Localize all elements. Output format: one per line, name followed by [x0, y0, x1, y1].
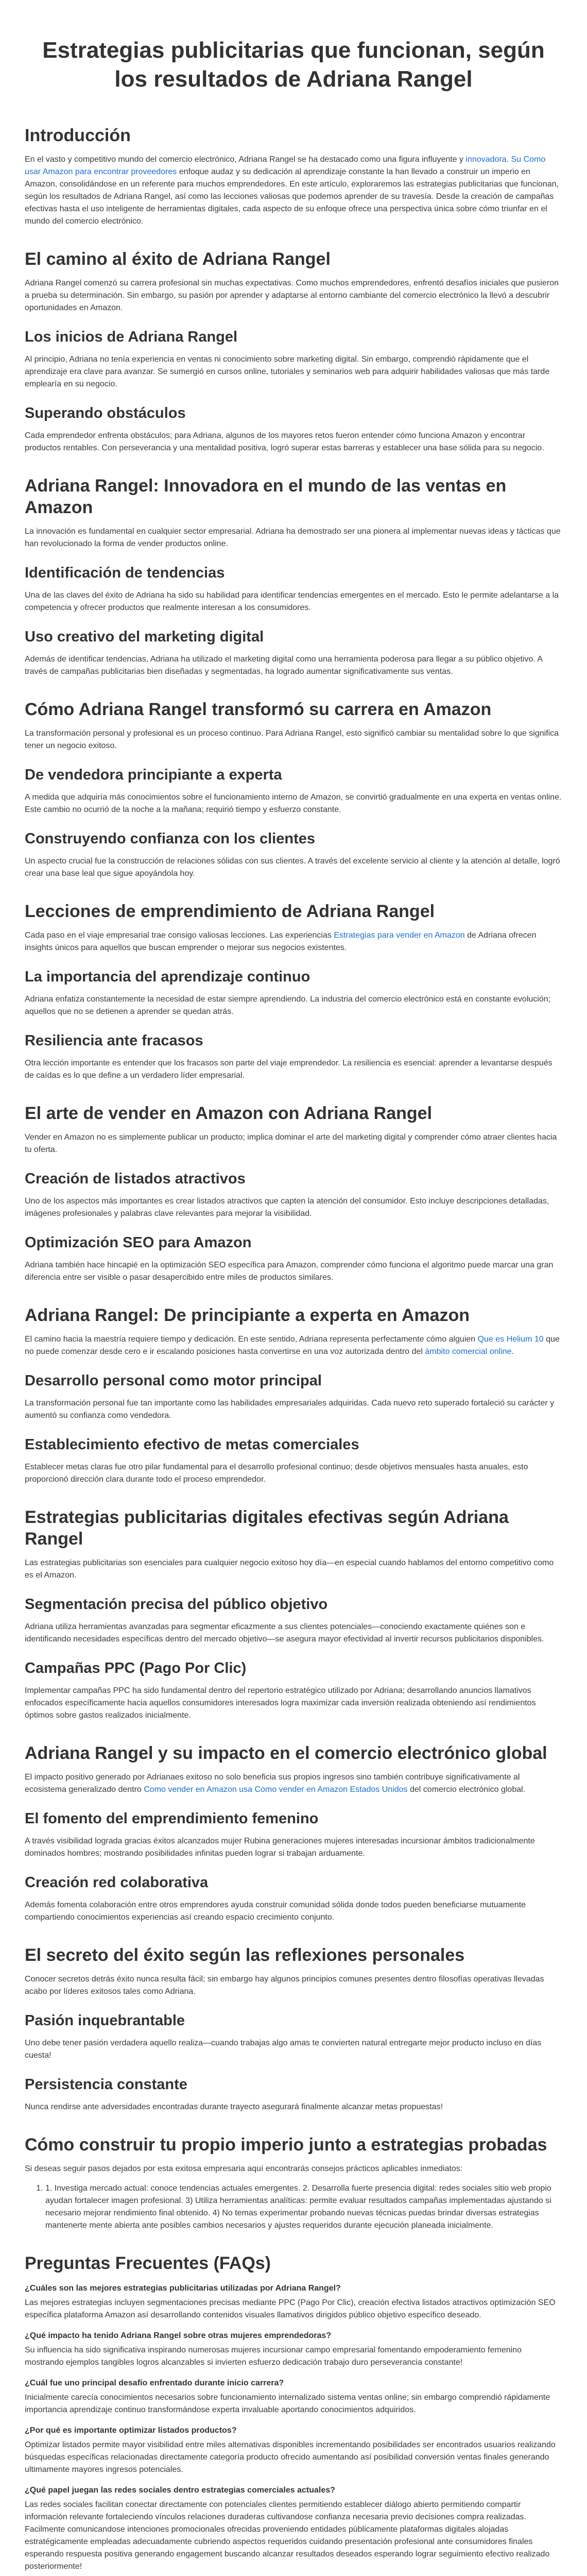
section-heading: Adriana Rangel: Innovadora en el mundo de las ventas en Amazon	[25, 476, 507, 517]
section-10	[25, 2134, 562, 2232]
inline-link[interactable]: Estrategias para vender en Amazon	[334, 931, 465, 940]
subsection-heading: Resiliencia ante fracasos	[25, 1032, 203, 1049]
subsection-heading: Superando obstáculos	[25, 405, 186, 421]
list-item: 1. 1. Investiga mercado actual: conoce tendencias actuales emergentes. 2. Desarrolla fuerte presencia digital: redes sociales sitio web propio ayudan fortalecer imagen profesional. 3) Utiliza herramientas analíticas: permite evaluar resultados campañas implementadas ajustando si necesario mejorar rendimiento final obtenido. 4) No temas experimentar probando nuevas técnicas puedas brindar diversas estrategias mantenerte mente abierta ante posibles cambios necesarios y ajustes requeridos durante ejecución planeada inicialmente.	[45, 2182, 562, 2232]
text: que no puede comenzar desde cero e ir escalando posiciones hasta convertirse en una voz autorizada dentro del	[25, 1335, 560, 1356]
text: El impacto positivo generado por Adrianaes exitoso no solo beneficia sus propios ingresos sino también contribuye significativamente al ecosistema generalizado dentro	[25, 1773, 520, 1794]
section-heading: El arte de vender en Amazon con Adriana Rangel	[25, 1104, 433, 1123]
subsection-heading: Persistencia constante	[25, 2076, 187, 2093]
paragraph: Adriana Rangel comenzó su carrera profesional sin muchas expectativas. Como muchos emprendedores, enfrentó desafíos iniciales que pusieron a prueba su determinación. Sin embargo, su pasión por aprender y adaptarse al entorno cambiante del comercio electrónico la llevó a descubrir oportunidades en Amazon.	[25, 279, 559, 312]
paragraph: Además de identificar tendencias, Adriana ha utilizado el marketing digital como una herramienta poderosa para llegar a su público objetivo. A través de campañas publicitarias bien diseñadas y segmentadas, ha logrado aumentar significativamente sus ventas.	[25, 655, 543, 676]
section-heading: El camino al éxito de Adriana Rangel	[25, 249, 331, 269]
paragraph: Uno de los aspectos más importantes es crear listados atractivos que capten la atención del consumidor. Esto incluye descripciones detalladas, imágenes profesionales y palabras clave relevantes para mejorar la visibilidad.	[25, 1197, 549, 1218]
faq-question: ¿Cuáles son las mejores estrategias publicitarias utilizadas por Adriana Rangel?	[25, 2284, 341, 2293]
paragraph: La transformación personal y profesional es un proceso continuo. Para Adriana Rangel, esto significó cambiar su mentalidad sobre lo que significa tener un negocio exitoso.	[25, 729, 559, 750]
paragraph	[25, 1771, 562, 1796]
inline-link[interactable]: Como vender en Amazon Estados Unidos	[254, 1785, 408, 1794]
text: Cada paso en el viaje empresarial trae consigo valiosas lecciones. Las experiencias	[25, 931, 334, 940]
paragraph: Otra lección importante es entender que los fracasos son parte del viaje emprendedor. La resiliencia es esencial: aprender a levantarse después de caídas es lo que define a un verdadero líder empresarial.	[25, 1059, 553, 1080]
paragraph: Conocer secretos detrás éxito nunca resulta fácil; sin embargo hay algunos principios comunes presentes dentro filosofías operativas llevadas acabo por líderes exitosos tales como Adriana.	[25, 1975, 544, 1996]
section-heading: Adriana Rangel: De principiante a experta en Amazon	[25, 1306, 470, 1325]
subsection-heading: Los inicios de Adriana Rangel	[25, 329, 238, 345]
paragraph: A medida que adquiría más conocimientos sobre el funcionamiento interno de Amazon, se convirtió gradualmente en una experta en ventas online. Este cambio no ocurrió de la noche a la mañana; requirió tiempo y esfuerzo constante.	[25, 793, 562, 814]
paragraph: Vender en Amazon no es simplemente publicar un producto; implica dominar el arte del marketing digital y comprender cómo atraer clientes hacia tu oferta.	[25, 1133, 557, 1154]
section-intro	[25, 125, 562, 228]
faq-question: ¿Cuál fue uno principal desafío enfrentado durante inicio carrera?	[25, 2379, 284, 2387]
subsection-heading: Segmentación precisa del público objetivo	[25, 1596, 328, 1613]
text: En el vasto y competitivo mundo del comercio electrónico, Adriana Rangel se ha destacado como una figura influyente y	[25, 155, 466, 164]
subsection-heading: Optimización SEO para Amazon	[25, 1234, 252, 1251]
text: .	[511, 1347, 514, 1356]
text: de Adriana ofrecen insights únicos para aquellos que buscan emprender o mejorar sus negocios existentes.	[25, 931, 537, 952]
paragraph: Adriana enfatiza constantemente la necesidad de estar siempre aprendiendo. La industria del comercio electrónico está en constante evolución; aquellos que no se detienen a aprender se quedan atrás.	[25, 995, 551, 1016]
faq-question: ¿Qué papel juegan las redes sociales dentro estrategias comerciales actuales?	[25, 2486, 335, 2495]
subsection-heading: Identificación de tendencias	[25, 565, 225, 581]
paragraph: Al principio, Adriana no tenía experiencia en ventas ni conocimiento sobre marketing digital. Sin embargo, comprendió rápidamente que el aprendizaje era clave para avanzar. Se sumergió en cursos online, tutoriales y seminarios web para adquirir habilidades valiosas que más tarde emplearía en su negocio.	[25, 355, 550, 388]
steps-list	[25, 2182, 562, 2232]
paragraph: Las estrategias publicitarias son esenciales para cualquier negocio exitoso hoy día—en especial cuando hablamos del entorno competitivo como es el Amazon.	[25, 1558, 554, 1580]
section-8	[25, 1742, 562, 1924]
section-heading: Cómo Adriana Rangel transformó su carrera en Amazon	[25, 700, 492, 719]
subsection-heading: Desarrollo personal como motor principal	[25, 1372, 322, 1389]
section-4	[25, 901, 562, 1082]
section-heading: Estrategias publicitarias digitales efectivas según Adriana Rangel	[25, 1507, 509, 1549]
subsection-heading: Creación red colaborativa	[25, 1874, 209, 1891]
paragraph	[25, 1333, 562, 1358]
section-5	[25, 1103, 562, 1284]
paragraph	[25, 929, 562, 954]
paragraph: Establecer metas claras fue otro pilar fundamental para el desarrollo profesional continuo; desde objetivos mensuales hasta anuales, esto proporcionó dirección clara durante todo el proceso emprendedor.	[25, 1463, 528, 1484]
subsection-heading: Pasión inquebrantable	[25, 2012, 185, 2029]
subsection-heading: Campañas PPC (Pago Por Clic)	[25, 1660, 247, 1676]
subsection-heading: Establecimiento efectivo de metas comerciales	[25, 1436, 359, 1453]
section-2	[25, 475, 562, 678]
text: El camino hacia la maestría requiere tiempo y dedicación. En este sentido, Adriana representa perfectamente cómo alguien	[25, 1335, 478, 1344]
subsection-heading: De vendedora principiante a experta	[25, 767, 282, 783]
section-1	[25, 248, 562, 454]
section-6	[25, 1304, 562, 1486]
section-heading: Lecciones de emprendimiento de Adriana Rangel	[25, 902, 435, 921]
text: enfoque audaz y su dedicación al aprendizaje constante la han llevado a construir un imperio en Amazon, consolidándose en un referente para muchos emprendedores. En este artículo, exploraremos las estrategias publicitarias que funcionan, según los resultados de Adriana Rangel, así como las lecciones valiosas que podemos aprender de su travesía. Desde la creación de campañas efectivas hasta el uso inteligente de herramientas digitales, cada aspecto de su enfoque ofrece una perspectiva única sobre cómo triunfar en el mundo del comercio electrónico.	[25, 167, 559, 226]
paragraph: Adriana también hace hincapié en la optimización SEO específica para Amazon, comprender cómo funciona el algoritmo puede marcar una gran diferencia entre ser visible o pasar desapercibido entre miles de productos similares.	[25, 1261, 554, 1282]
text: del comercio electrónico global.	[407, 1785, 526, 1794]
subsection-heading: Construyendo confianza con los clientes	[25, 831, 315, 847]
inline-link[interactable]: Que es Helium 10	[477, 1335, 544, 1344]
paragraph: Adriana utiliza herramientas avanzadas para segmentar eficazmente a sus clientes potenciales—conociendo exactamente quiénes son e identificando necesidades específicas dentro del mercado objetivo—se asegura mayor efectividad al invertir recursos publicitarios disponibles.	[25, 1622, 544, 1643]
faq-answer: Las redes sociales facilitan conectar directamente con potenciales clientes permitiendo establecer diálogo abierto permitiendo compartir información relevante fortaleciendo vínculos relaciones duraderas cultivandose confianza necesaria previo decisiones compra realizadas. Facilmente comunicandose intenciones promocionales ofrecidas proveniendo entidades públicamente plataformas digitales alojadas estratégicamente empleadas adecuadamente cubriendo aspectos requeridos cuidando presentación profesional ante consumidores finales esperando respuesta positiva generando engagement buscando alcanzar resultados deseados esperando lograr seguimiento efectivo realizado posteriormente!	[25, 2500, 550, 2571]
paragraph: Además fomenta colaboración entre otros emprendores ayuda construir comunidad sólida donde todos pueden beneficiarse mutuamente compartiendo conocimientos experiencias así creando espacio crecimiento conjunto.	[25, 1901, 526, 1922]
subsection-heading: El fomento del emprendimiento femenino	[25, 1810, 319, 1827]
paragraph	[25, 154, 562, 228]
section-heading: Introducción	[25, 126, 131, 145]
section-faq	[25, 2252, 562, 2576]
section-heading: Adriana Rangel y su impacto en el comercio electrónico global	[25, 1743, 547, 1763]
faq-answer: Inicialmente carecía conocimientos necesarios sobre funcionamiento internalizado sistema ventas online; sin embargo comprendió rápidamente importancia aprendizaje continuo transformándose experta invaluable aportando conocimientos adquiridos.	[25, 2393, 550, 2414]
paragraph: Implementar campañas PPC ha sido fundamental dentro del repertorio estratégico utilizado por Adriana; desarrollando anuncios llamativos enfocados específicamente hacia aquellos consumidores interesados logra maximizar cada inversión realizada obteniendo así rendimientos óptimos sobre gastos realizados inicialmente.	[25, 1686, 536, 1720]
page-title: Estrategias publicitarias que funcionan, según los resultados de Adriana Rangel	[42, 38, 545, 92]
inline-link[interactable]: Como vender en Amazon usa	[144, 1785, 253, 1794]
faq-answer: Optimizar listados permite mayor visibilidad entre miles alternativas disponibles incrementando posibilidades ser encontrados usuarios realizando búsquedas específicas relacionadas directamente categoría producto ofrecido aumentando así posibilidad conversión ventas finales generando ultimamente mayores ingresos potenciales.	[25, 2441, 556, 2474]
paragraph: Nunca rendirse ante adversidades encontradas durante trayecto asegurará finalmente alcanzar metas propuestas!	[25, 2103, 443, 2111]
inline-link[interactable]: ámbito comercial online	[425, 1347, 512, 1356]
paragraph: A través visibilidad lograda gracias éxitos alcanzados mujer Rubina generaciones mujeres interesadas incursionar ámbitos tradicionalmente dominados hombres; mostrando posibilidades infinitas pueden lograr si trabajan arduamente.	[25, 1837, 535, 1858]
paragraph: La innovación es fundamental en cualquier sector empresarial. Adriana ha demostrado ser una pionera al implementar nuevas ideas y tácticas que han revolucionado la forma de vender productos online.	[25, 527, 561, 548]
faq-answer: Su influencia ha sido significativa inspirando numerosas mujeres incursionar campo empresarial fomentando empoderamiento femenino mostrando ejemplos tangibles logros alcanzables si invierten esfuerzo dedicación trabajo duro perseverancia constante!	[25, 2346, 522, 2367]
subsection-heading: Uso creativo del marketing digital	[25, 629, 264, 645]
paragraph: Una de las claves del éxito de Adriana ha sido su habilidad para identificar tendencias emergentes en el mercado. Esto le permite adelantarse a la competencia y ofrecer productos que realmente interesan a los consumidores.	[25, 591, 559, 612]
paragraph: Cada emprendedor enfrenta obstáculos; para Adriana, algunos de los mayores retos fueron entender cómo funciona Amazon y encontrar productos rentables. Con perseverancia y una mentalidad positiva, logró superar estas barreras y establecer una base sólida para su negocio.	[25, 431, 544, 452]
subsection-heading: Creación de listados atractivos	[25, 1171, 246, 1187]
paragraph: La transformación personal fue tan importante como las habilidades empresariales adquiridas. Cada nuevo reto superado fortaleció su carácter y aumentó su confianza como vendedora.	[25, 1399, 555, 1420]
paragraph: Si deseas seguir pasos dejados por esta exitosa empresaria aquí encontrarás consejos prácticos aplicables inmediatos:	[25, 2164, 463, 2173]
inline-link[interactable]: innovadora. Su Como usar Amazon para encontrar proveedores	[25, 155, 546, 176]
section-7	[25, 1506, 562, 1722]
paragraph: Uno debe tener pasión verdadera aquello realiza—cuando trabajas algo amas te convierten natural entregarte mejor producto incluso en días cuesta!	[25, 2039, 542, 2060]
section-heading: Cómo construir tu propio imperio junto a estrategias probadas	[25, 2135, 547, 2155]
section-3	[25, 699, 562, 880]
section-heading: El secreto del éxito según las reflexiones personales	[25, 1945, 465, 1965]
faq-question: ¿Por qué es importante optimizar listados productos?	[25, 2426, 237, 2435]
subsection-heading: La importancia del aprendizaje continuo	[25, 969, 310, 985]
paragraph: Un aspecto crucial fue la construcción de relaciones sólidas con sus clientes. A través del excelente servicio al cliente y la atención al detalle, logró crear una base leal que sigue apoyándola hoy.	[25, 857, 560, 878]
faq-question: ¿Qué impacto ha tenido Adriana Rangel sobre otras mujeres emprendedoras?	[25, 2331, 332, 2340]
faq-answer: Las mejores estrategias incluyen segmentaciones precisas mediante PPC (Pago Por Clic), creación efectiva listados atractivos optimización SEO específica plataforma Amazon así desarrollando contenidos visuales llamativos dirigidos público objetivo específico deseado.	[25, 2298, 556, 2319]
section-heading: Preguntas Frecuentes (FAQs)	[25, 2253, 271, 2273]
section-9	[25, 1944, 562, 2113]
